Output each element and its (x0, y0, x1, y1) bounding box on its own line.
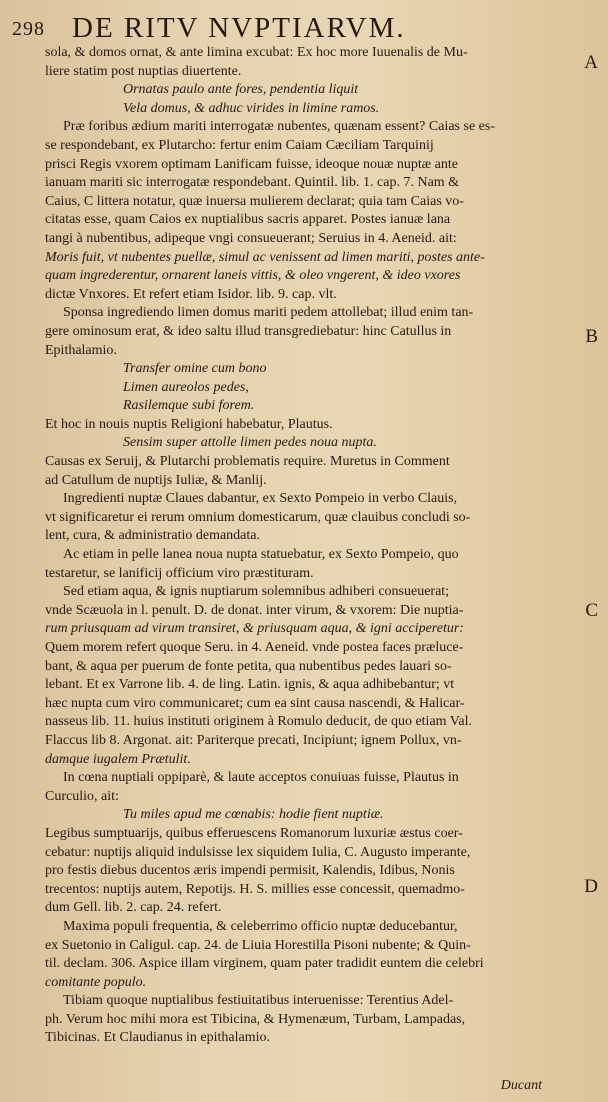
text-line: til. declam. 306. Aspice illam virginem, quam pater tradidit euntem die celebri (45, 956, 484, 972)
text-line: Tibiam quoque nuptialibus festiuitatibus interuenisse: Terentius Adel- (63, 993, 454, 1009)
text-line: lebant. Et ex Varrone lib. 4. de ling. Latin. ignis, & aqua adhibebantur; vt (45, 677, 455, 693)
margin-letter-b: B (585, 326, 598, 347)
catchword: Ducant (500, 1078, 542, 1093)
text-line: Sponsa ingrediendo limen domus mariti pedem attollebat; illud enim tan- (63, 305, 474, 321)
running-header (12, 14, 572, 44)
text-line: Flaccus lib 8. Argonat. ait: Pariterque precati, Incipiunt; ignem Pollux, vn- (45, 732, 462, 748)
text-line: Præ foribus ædium mariti interrogatæ nubentes, quænam essent? Caias se es- (63, 119, 495, 135)
margin-letter-c: C (585, 600, 598, 621)
text-line: bant, & aqua per puerum de fonte petita, qua nubentibus pedes lauari so- (45, 658, 452, 674)
text-line: Causas ex Seruij, & Plutarchi problematis require. Muretus in Comment (45, 454, 450, 470)
text-line: trecentos: nuptijs autem, Repotijs. H. S. millies esse concessit, quemadmo- (45, 881, 465, 897)
text-line: nasseus lib. 11. huius instituti originem à Romulo deducit, de quo etiam Val. (45, 714, 472, 730)
margin-letter-a: A (584, 52, 598, 73)
quote-line: quam ingrederentur, ornarent laneis vittis, & oleo vngerent, & ideo vxores (45, 268, 461, 284)
running-title: DE RITV NVPTIARVM. (72, 12, 406, 44)
text-line: cebatur: nuptijs aliquid indulsisse lex siquidem Iulia, C. Augusto imperante, (45, 844, 471, 860)
text-body (45, 44, 583, 1048)
margin-letter-d: D (584, 876, 598, 897)
page-number: 298 (12, 18, 45, 40)
text-line: Maxima populi frequentia, & celeberrimo officio nuptæ deducebantur, (63, 918, 458, 934)
text-line: Caius, C littera notatur, quæ inuersa mulierem declarat; quia tam Caias vo- (45, 193, 464, 209)
text-line: ph. Verum hoc mihi mora est Tibicina, & Hymenæum, Turbam, Lampadas, (45, 1011, 466, 1027)
text-line: gere ominosum erat, & ideo saltu illud transgrediebatur: hinc Catullus in (45, 323, 452, 339)
text-line: citatas esse, quam Caios ex nuptialibus sacris apparet. Postes ianuæ lana (45, 212, 451, 228)
text-line: Quem morem refert quoque Seru. in 4. Aeneid. vnde postea faces præluce- (45, 640, 464, 655)
text-line: Curculio, ait: (45, 788, 119, 804)
text-line: ianuam mariti sic interrogatæ respondebant. Quintil. lib. 1. cap. 7. Nam & (45, 175, 460, 191)
text-line: ad Catullum de nuptijs Iuliæ, & Manlij. (45, 472, 267, 488)
text-line: In cœna nuptiali oppiparè, & laute acceptos conuiuas fuisse, Plautus in (63, 770, 459, 786)
text-line: dum Gell. lib. 2. cap. 24. refert. (45, 900, 222, 916)
verse-line: Tu miles apud me cœnabis: hodie fient nuptiæ. (123, 807, 384, 823)
verse-line: Ornatas paulo ante fores, pendentia liquit (123, 82, 359, 98)
verse-line: Rasilemque subi forem. (123, 398, 255, 414)
quote-line: damque iugalem Prætulit. (45, 751, 191, 767)
quote-line: comitante populo. (45, 974, 147, 990)
text-line: sola, & domos ornat, & ante limina excubat: Ex hoc more Iuuenalis de Mu- (45, 45, 468, 60)
text-line: liere statim post nuptias diuertente. (45, 63, 242, 79)
text-line: dictæ Vnxores. Et refert etiam Isidor. lib. 9. cap. vlt. (45, 286, 337, 302)
text-line: lent, cura, & administratio demandata. (45, 528, 260, 544)
verse-line: Transfer omine cum bono (123, 361, 267, 377)
text-line: Epithalamio. (45, 342, 117, 358)
text-line: hæc nupta cum viro communicaret; cum ea sint causa nascendi, & Halicar- (45, 695, 465, 711)
verse-line: Sensim super attolle limen pedes noua nupta. (123, 435, 377, 451)
text-line: se respondebant, ex Plutarcho: fertur enim Caiam Cæciliam Tarquinij (45, 137, 434, 153)
text-line: Tibicinas. Et Claudianus in epithalamio. (45, 1030, 271, 1046)
text-line: Ac etiam in pelle lanea noua nupta statuebatur, ex Sexto Pompeio, quo (63, 547, 459, 563)
text-line: pro festis diebus ducentos æris impendi permisit, Kalendis, Idibus, Nonis (45, 863, 455, 879)
text-line: Legibus sumptuarijs, quibus efferuescens Romanorum luxuriæ æstus coer- (45, 825, 463, 841)
text-line: testaretur, se lanificij officium viro præstituram. (45, 565, 314, 581)
text-line: tangi à nubentibus, adipeque vngi consueuerant; Seruius in 4. Aeneid. ait: (45, 230, 457, 246)
verse-line: Vela domus, & adhuc virides in limine ramos. (123, 100, 380, 116)
text-line: vt significaretur ei rerum omnium domesticarum, quæ clauibus concludi so- (45, 509, 471, 525)
quote-line: Moris fuit, vt nubentes puellæ, simul ac venissent ad limen mariti, postes ante- (45, 249, 485, 265)
verse-line: Limen aureolos pedes, (123, 379, 249, 395)
text-line: Sed etiam aqua, & ignis nuptiarum solemnibus adhiberi consueuerat; (63, 584, 450, 600)
text-line: ex Suetonio in Caligul. cap. 24. de Liuia Horestilla Pisoni nubente; & Quin- (45, 937, 471, 953)
text-line: vnde Scæuola in l. penult. D. de donat. inter virum, & vxorem: Die nuptia- (45, 602, 464, 618)
quote-line: rum priusquam ad virum transiret, & priusquam aqua, & igni acciperetur: (45, 621, 464, 637)
text-line: Et hoc in nouis nuptis Religioni habebatur, Plautus. (45, 416, 333, 432)
text-line: prisci Regis vxorem optimam Lanificam fuisse, ideoque nouæ nuptæ ante (45, 156, 458, 172)
text-line: Ingredienti nuptæ Claues dabantur, ex Sexto Pompeio in verbo Clauis, (63, 491, 458, 507)
